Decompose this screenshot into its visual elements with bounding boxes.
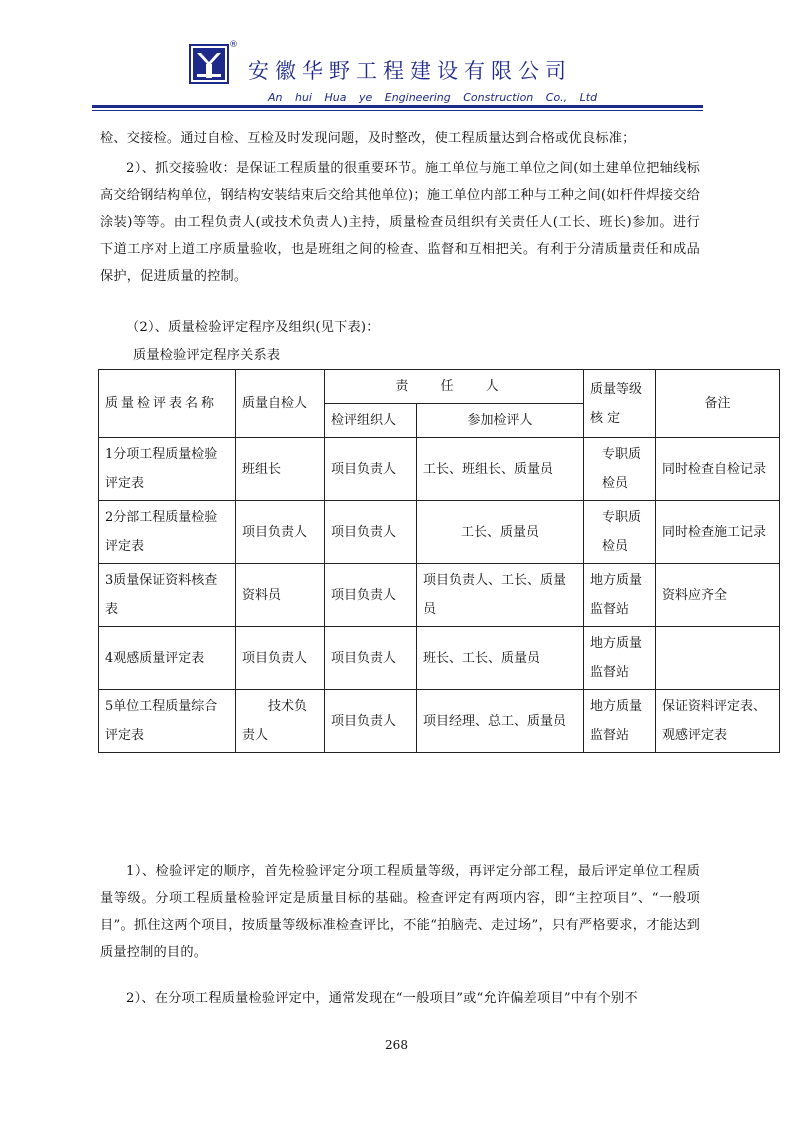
cell-grade-check: 地方质量监督站 — [584, 564, 656, 627]
header-organizer: 检评组织人 — [325, 404, 417, 438]
paragraph: 1）、检验评定的顺序，首先检验评定分项工程质量等级，再评定分部工程，最后评定单位工程质量等级。分项工程质量检验评定是质量目标的基础。检查评定有两项内容，即“主控项目”、“一般项目”。抓住这两个项目，按质量等级标准检查评比，不能“拍脑壳、走过场”，只有严格要求，才能达到质量控制的目的。 — [100, 864, 700, 960]
cell-participants: 工长、班组长、质量员 — [417, 438, 584, 501]
cell-form-name: 4观感质量评定表 — [99, 627, 236, 690]
paragraph: 2）、在分项工程质量检验评定中，通常发现在“一般项目”或“允许偏差项目”中有个别不 — [126, 991, 638, 1006]
table-row — [99, 690, 780, 753]
cell-form-name: 2分部工程质量检验评定表 — [99, 501, 236, 564]
registered-mark: ® — [229, 40, 238, 50]
table-row — [99, 438, 780, 501]
quality-evaluation-table — [98, 369, 780, 753]
table-row — [99, 501, 780, 564]
header-rule-thin — [92, 110, 703, 111]
table-row — [99, 627, 780, 690]
cell-participants: 项目经理、总工、质量员 — [417, 690, 584, 753]
header-rule-thick — [92, 105, 703, 108]
paragraph: 2）、抓交接验收：是保证工程质量的很重要环节。施工单位与施工单位之间(如土建单位把轴线标高交给钢结构单位，钢结构安装结束后交给其他单位)；施工单位内部工种与工种之间(如杆件焊接交给涂装)等等。由工程负责人(或技术负责人)主持，质量检查员组织有关责任人(工长、班长)参加。进行下道工序对上道工序质量验收，也是班组之间的检查、监督和互相把关。有利于分清质量责任和成品保护，促进质量的控制。 — [100, 161, 700, 284]
header-form-name: 质量检评表名称 — [99, 370, 236, 438]
cell-form-name: 3质量保证资料核查表 — [99, 564, 236, 627]
company-name-cn: 安徽华野工程建设有限公司 — [248, 59, 572, 83]
paragraph: 检、交接检。通过自检、互检及时发现问题，及时整改，使工程质量达到合格或优良标准； — [100, 131, 636, 146]
page-number: 268 — [385, 1038, 408, 1052]
cell-self-check: 技术负责人 — [236, 690, 325, 753]
cell-participants: 班长、工长、质量员 — [417, 627, 584, 690]
cell-organizer: 项目负责人 — [325, 627, 417, 690]
cell-participants: 项目负责人、工长、质量员 — [417, 564, 584, 627]
cell-form-name: 1分项工程质量检验评定表 — [99, 438, 236, 501]
cell-organizer: 项目负责人 — [325, 690, 417, 753]
cell-organizer: 项目负责人 — [325, 501, 417, 564]
company-name-en: An hui Hua ye Engineering Construction Co., Ltd — [268, 91, 598, 104]
cell-grade-check: 专职质检员 — [584, 438, 656, 501]
cell-grade-check: 地方质量监督站 — [584, 627, 656, 690]
cell-remark: 资料应齐全 — [656, 564, 780, 627]
page-header — [0, 0, 793, 116]
cell-form-name: 5单位工程质量综合评定表 — [99, 690, 236, 753]
cell-self-check: 项目负责人 — [236, 627, 325, 690]
cell-remark — [656, 627, 780, 690]
cell-participants: 工长、质量员 — [417, 501, 584, 564]
header-self-check: 质量自检人 — [236, 370, 325, 438]
cell-remark: 同时检查施工记录 — [656, 501, 780, 564]
header-grade-check: 质量等级核 定 — [584, 370, 656, 438]
header-remark: 备注 — [656, 370, 780, 438]
header-participants: 参加检评人 — [417, 404, 584, 438]
table-caption: 质量检验评定程序关系表 — [133, 348, 281, 363]
header-responsible: 责 任 人 — [325, 370, 584, 404]
table-row — [99, 564, 780, 627]
cell-self-check: 项目负责人 — [236, 501, 325, 564]
cell-organizer: 项目负责人 — [325, 438, 417, 501]
huaye-logo-icon — [189, 44, 229, 84]
cell-self-check: 资料员 — [236, 564, 325, 627]
cell-remark: 保证资料评定表、观感评定表 — [656, 690, 780, 753]
cell-organizer: 项目负责人 — [325, 564, 417, 627]
cell-self-check: 班组长 — [236, 438, 325, 501]
cell-remark: 同时检查自检记录 — [656, 438, 780, 501]
section-heading: （2）、质量检验评定程序及组织(见下表)： — [126, 320, 380, 335]
cell-grade-check: 地方质量监督站 — [584, 690, 656, 753]
cell-grade-check: 专职质检员 — [584, 501, 656, 564]
